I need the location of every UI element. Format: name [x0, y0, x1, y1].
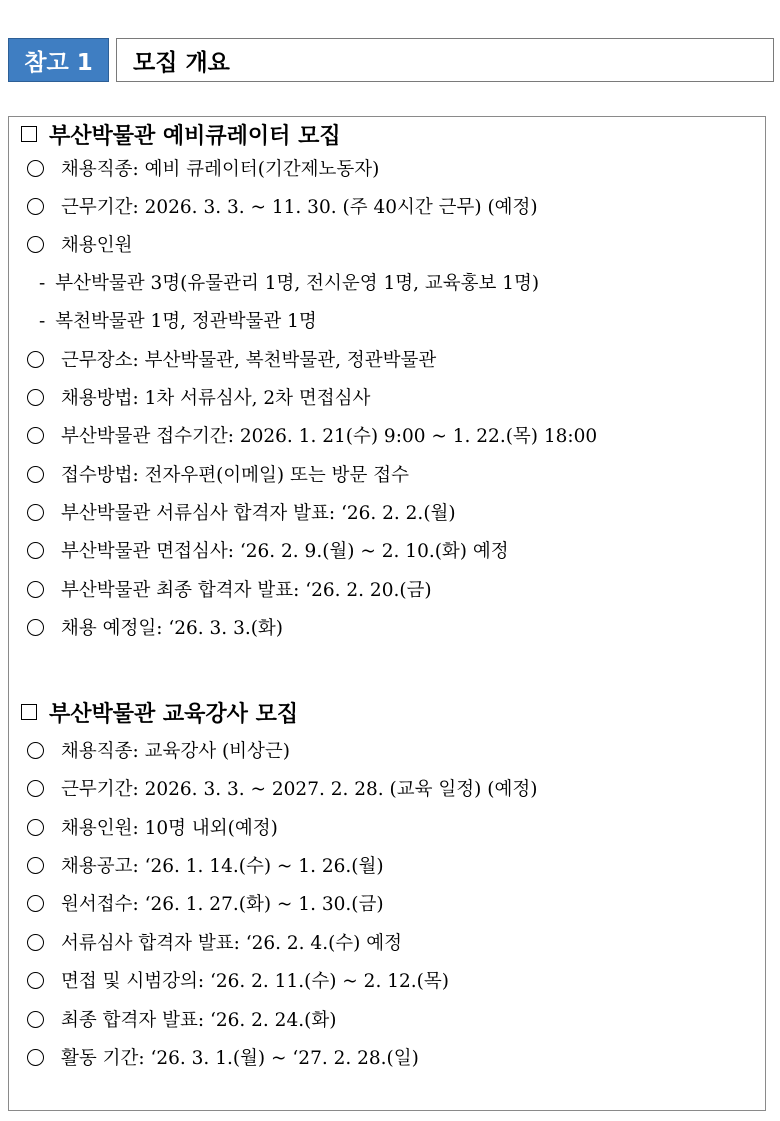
- list-item-text: 부산박물관 서류심사 합격자 발표: ‘26. 2. 2.(월): [61, 503, 456, 524]
- list-item: [27, 422, 597, 448]
- circle-bullet-icon: [27, 466, 44, 483]
- circle-bullet-icon: [27, 198, 44, 215]
- list-item: [27, 967, 449, 993]
- circle-bullet-icon: [27, 895, 44, 912]
- list-item-text: 채용방법: 1차 서류심사, 2차 면접심사: [61, 388, 371, 409]
- list-item: [27, 499, 456, 525]
- list-item: [27, 231, 132, 257]
- list-item: [27, 929, 402, 955]
- list-item: [27, 155, 379, 181]
- section-1-title-text: 부산박물관 예비큐레이터 모집: [49, 122, 341, 149]
- list-item: [27, 537, 509, 563]
- list-item-text: 부산박물관 최종 합격자 발표: ‘26. 2. 20.(금): [61, 580, 432, 601]
- list-item-text: 최종 합격자 발표: ‘26. 2. 24.(화): [61, 1010, 337, 1031]
- page-header: [8, 38, 774, 82]
- circle-bullet-icon: [27, 236, 44, 253]
- list-item-text: 채용직종: 예비 큐레이터(기간제노동자): [61, 159, 380, 180]
- list-item-text: 채용공고: ‘26. 1. 14.(수) ~ 1. 26.(월): [61, 856, 384, 877]
- checkbox-square-icon: [21, 704, 37, 720]
- list-item: [27, 814, 278, 840]
- list-item: [27, 775, 537, 801]
- sub-list-item-text: 복천박물관 1명, 정관박물관 1명: [55, 311, 317, 332]
- list-item: [27, 346, 436, 372]
- list-item-text: 활동 기간: ‘26. 3. 1.(월) ~ ‘27. 2. 28.(일): [61, 1048, 419, 1069]
- circle-bullet-icon: [27, 351, 44, 368]
- list-item: [27, 737, 290, 763]
- dash-bullet: -: [39, 273, 46, 294]
- section-2-title: [21, 695, 298, 729]
- dash-bullet: -: [39, 311, 46, 332]
- circle-bullet-icon: [27, 1049, 44, 1066]
- list-item-text: 채용 예정일: ‘26. 3. 3.(화): [61, 618, 284, 639]
- circle-bullet-icon: [27, 160, 44, 177]
- reference-badge: 참고 1: [8, 38, 109, 82]
- list-item-text: 서류심사 합격자 발표: ‘26. 2. 4.(수) 예정: [61, 933, 403, 954]
- list-item-text: 근무장소: 부산박물관, 복천박물관, 정관박물관: [61, 350, 437, 371]
- content-box: [8, 116, 766, 1111]
- circle-bullet-icon: [27, 742, 44, 759]
- list-item: [27, 1006, 336, 1032]
- circle-bullet-icon: [27, 934, 44, 951]
- list-item-text: 근무기간: 2026. 3. 3. ~ 11. 30. (주 40시간 근무) (예정): [61, 197, 538, 218]
- list-item: [27, 193, 538, 219]
- circle-bullet-icon: [27, 542, 44, 559]
- circle-bullet-icon: [27, 819, 44, 836]
- list-item-text: 원서접수: ‘26. 1. 27.(화) ~ 1. 30.(금): [61, 894, 384, 915]
- list-item-text: 부산박물관 접수기간: 2026. 1. 21(수) 9:00 ~ 1. 22.(목) 18:00: [61, 426, 598, 447]
- list-item: [27, 461, 409, 487]
- list-item: [27, 576, 432, 602]
- sub-list-item: [39, 269, 539, 295]
- sub-list-item: [39, 307, 317, 333]
- list-item: [27, 852, 384, 878]
- list-item: [27, 614, 283, 640]
- list-item-text: 면접 및 시범강의: ‘26. 2. 11.(수) ~ 2. 12.(목): [61, 971, 449, 992]
- section-2-title-text: 부산박물관 교육강사 모집: [49, 700, 299, 727]
- list-item-text: 근무기간: 2026. 3. 3. ~ 2027. 2. 28. (교육 일정) (예정): [61, 779, 538, 800]
- checkbox-square-icon: [21, 126, 37, 142]
- list-item: [27, 384, 370, 410]
- circle-bullet-icon: [27, 780, 44, 797]
- list-item-text: 부산박물관 면접심사: ‘26. 2. 9.(월) ~ 2. 10.(화) 예정: [61, 541, 509, 562]
- list-item-text: 채용인원: [61, 235, 133, 256]
- header-title: 모집 개요: [116, 38, 774, 82]
- circle-bullet-icon: [27, 619, 44, 636]
- circle-bullet-icon: [27, 1011, 44, 1028]
- circle-bullet-icon: [27, 972, 44, 989]
- list-item: [27, 1044, 419, 1070]
- list-item: [27, 890, 384, 916]
- circle-bullet-icon: [27, 389, 44, 406]
- circle-bullet-icon: [27, 857, 44, 874]
- circle-bullet-icon: [27, 504, 44, 521]
- list-item-text: 채용인원: 10명 내외(예정): [61, 818, 278, 839]
- circle-bullet-icon: [27, 427, 44, 444]
- list-item-text: 채용직종: 교육강사 (비상근): [61, 741, 291, 762]
- list-item-text: 접수방법: 전자우편(이메일) 또는 방문 접수: [61, 465, 409, 486]
- sub-list-item-text: 부산박물관 3명(유물관리 1명, 전시운영 1명, 교육홍보 1명): [55, 273, 540, 294]
- circle-bullet-icon: [27, 581, 44, 598]
- section-1-title: [21, 117, 341, 151]
